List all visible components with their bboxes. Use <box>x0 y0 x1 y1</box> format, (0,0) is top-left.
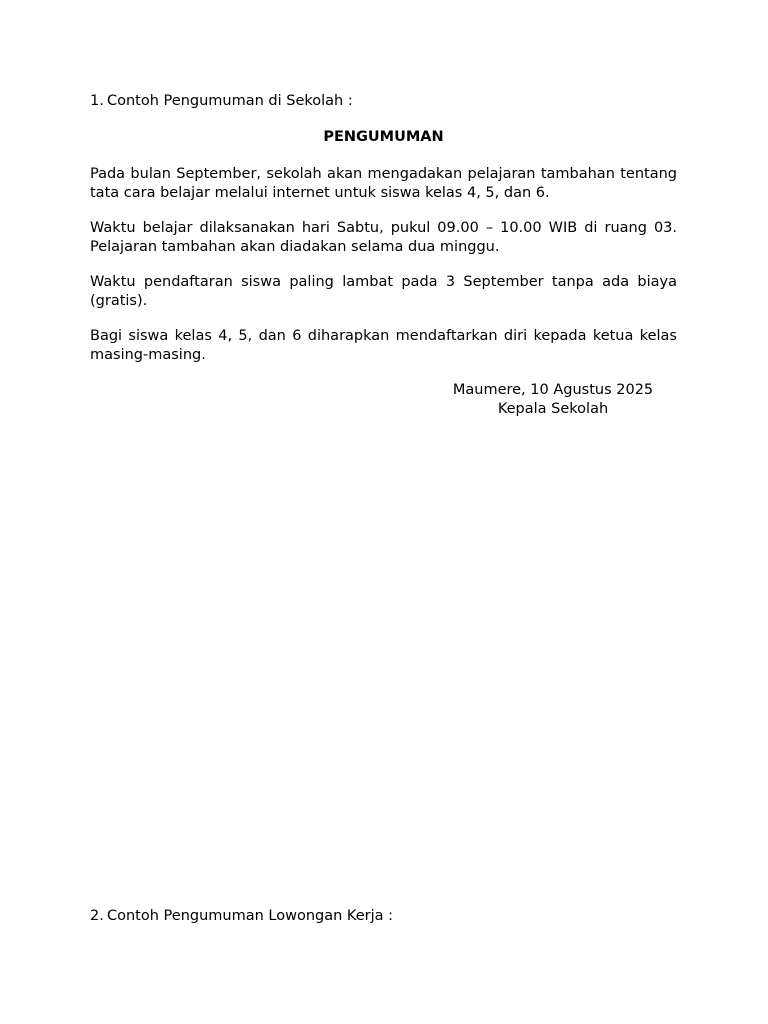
section-title-2: Contoh Pengumuman Lowongan Kerja : <box>107 908 393 924</box>
announcement-title: PENGUMUMAN <box>323 129 444 145</box>
announcement-paragraph-2: Waktu belajar dilaksanakan hari Sabtu, pukul 09.00 – 10.00 WIB di ruang 03. Pelajaran tambahan akan diadakan selama dua minggu. <box>90 220 677 255</box>
section-number-2: 2. <box>90 908 104 924</box>
announcement-paragraph-1: Pada bulan September, sekolah akan mengadakan pelajaran tambahan tentang tata cara belajar melalui internet untuk siswa kelas 4, 5, dan 6. <box>90 166 677 201</box>
section-heading-1 <box>90 92 353 110</box>
place-date: Maumere, 10 Agustus 2025 <box>452 382 654 398</box>
signature-block <box>440 381 666 419</box>
section-number-1: 1. <box>90 93 104 109</box>
announcement-paragraph-4: Bagi siswa kelas 4, 5, dan 6 diharapkan mendaftarkan diri kepada ketua kelas masing-masing. <box>90 328 677 363</box>
announcement-paragraph-3: Waktu pendaftaran siswa paling lambat pada 3 September tanpa ada biaya (gratis). <box>90 274 677 309</box>
section-title-1: Contoh Pengumuman di Sekolah : <box>107 93 353 109</box>
section-heading-2 <box>90 907 393 925</box>
signatory-title: Kepala Sekolah <box>497 401 609 417</box>
